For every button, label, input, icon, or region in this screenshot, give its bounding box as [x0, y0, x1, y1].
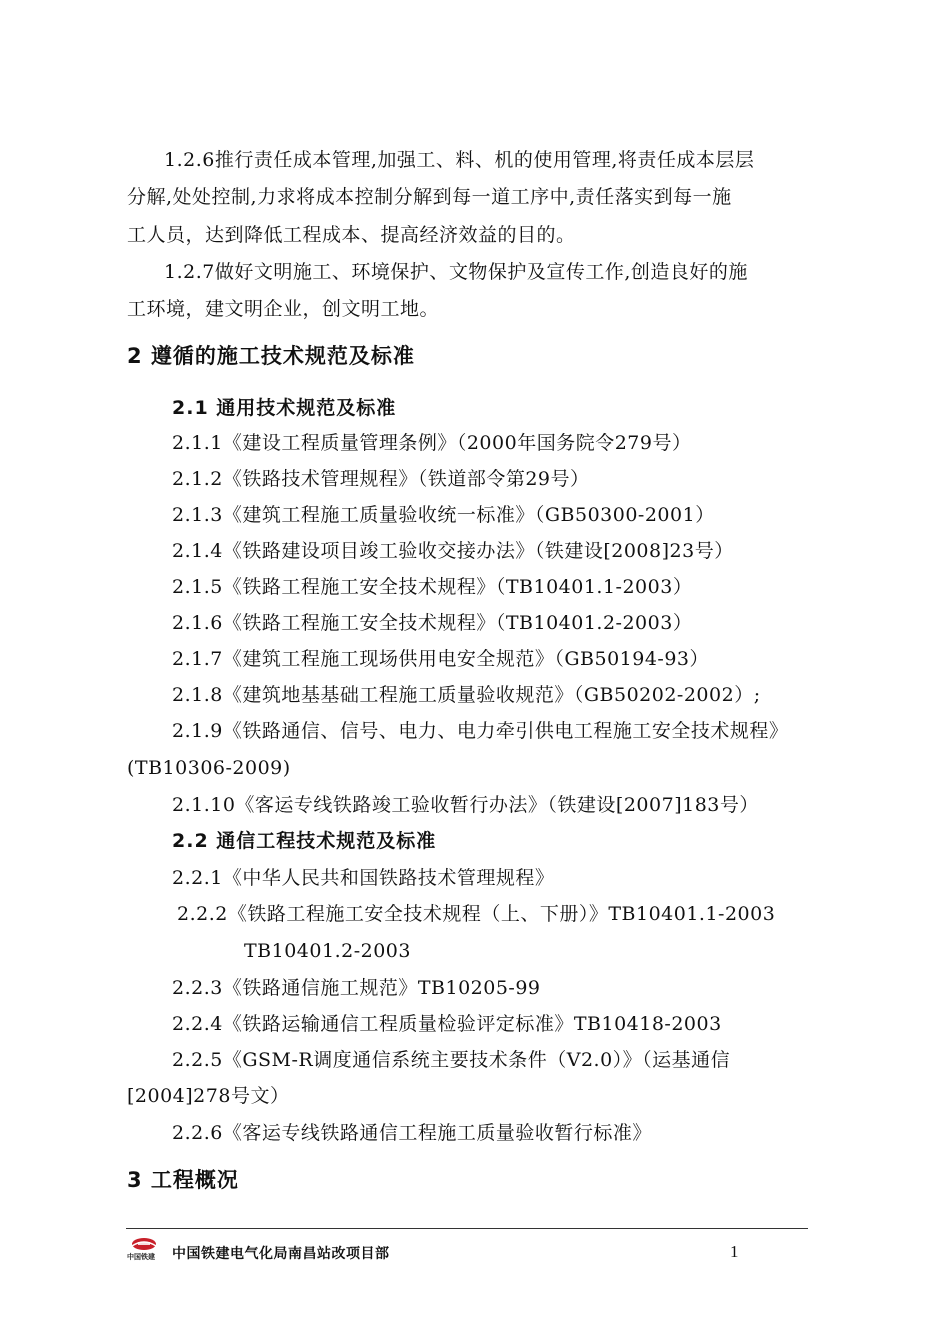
paragraph-1-2-7-line-1: 1.2.7做好文明施工、环境保护、文物保护及宣传工作,创造良好的施	[164, 261, 748, 283]
list-item-2-2-3: 2.2.3《铁路通信施工规范》TB10205-99	[172, 977, 541, 999]
paragraph-1-2-6-line-2: 分解,处处控制,力求将成本控制分解到每一道工序中,责任落实到每一施	[127, 186, 732, 208]
section-2-1-heading: 2.1 通用技术规范及标准	[172, 397, 397, 419]
list-item-2-1-9-continuation: (TB10306-2009)	[127, 757, 291, 779]
paragraph-1-2-6-line-1: 1.2.6推行责任成本管理,加强工、料、机的使用管理,将责任成本层层	[164, 149, 755, 171]
footer-organization: 中国铁建电气化局南昌站改项目部	[172, 1246, 390, 1262]
list-item-2-2-5: 2.2.5《GSM-R调度通信系统主要技术条件（V2.0）》（运基通信	[172, 1049, 731, 1071]
logo-caption: 中国铁建	[127, 1253, 155, 1261]
list-item-2-2-5-continuation: [2004]278号文）	[127, 1085, 290, 1107]
footer-divider	[126, 1228, 808, 1229]
list-item-2-2-4: 2.2.4《铁路运输通信工程质量检验评定标准》TB10418-2003	[172, 1013, 722, 1035]
list-item-2-2-2-continuation: TB10401.2-2003	[244, 940, 411, 962]
page-number: 1	[730, 1242, 739, 1261]
list-item-2-2-1: 2.2.1《中华人民共和国铁路技术管理规程》	[172, 867, 555, 889]
list-item-2-1-7: 2.1.7《建筑工程施工现场供用电安全规范》（GB50194-93）	[172, 648, 710, 670]
list-item-2-1-8: 2.1.8《建筑地基基础工程施工质量验收规范》（GB50202-2002）;	[172, 684, 761, 706]
list-item-2-2-2: 2.2.2《铁路工程施工安全技术规程（上、下册）》TB10401.1-2003	[177, 903, 776, 925]
list-item-2-1-6: 2.1.6《铁路工程施工安全技术规程》（TB10401.2-2003）	[172, 612, 693, 634]
paragraph-1-2-6-line-3: 工人员，达到降低工程成本、提高经济效益的目的。	[127, 224, 576, 246]
section-2-2-heading: 2.2 通信工程技术规范及标准	[172, 830, 437, 852]
list-item-2-1-10: 2.1.10《客运专线铁路竣工验收暂行办法》（铁建设[2007]183号）	[172, 794, 759, 816]
list-item-2-1-1: 2.1.1《建设工程质量管理条例》（2000年国务院令279号）	[172, 432, 692, 454]
list-item-2-1-2: 2.1.2《铁路技术管理规程》（铁道部令第29号）	[172, 468, 590, 490]
section-3-heading: 3 工程概况	[127, 1168, 239, 1192]
list-item-2-1-3: 2.1.3《建筑工程施工质量验收统一标准》（GB50300-2001）	[172, 504, 715, 526]
section-2-heading: 2 遵循的施工技术规范及标准	[127, 344, 415, 368]
list-item-2-1-5: 2.1.5《铁路工程施工安全技术规程》（TB10401.1-2003）	[172, 576, 693, 598]
list-item-2-1-4: 2.1.4《铁路建设项目竣工验收交接办法》（铁建设[2008]23号）	[172, 540, 734, 562]
paragraph-1-2-7-line-2: 工环境，建文明企业，创文明工地。	[127, 298, 440, 320]
list-item-2-1-9: 2.1.9《铁路通信、信号、电力、电力牵引供电工程施工安全技术规程》	[172, 720, 789, 742]
list-item-2-2-6: 2.2.6《客运专线铁路通信工程施工质量验收暂行标准》	[172, 1122, 652, 1144]
